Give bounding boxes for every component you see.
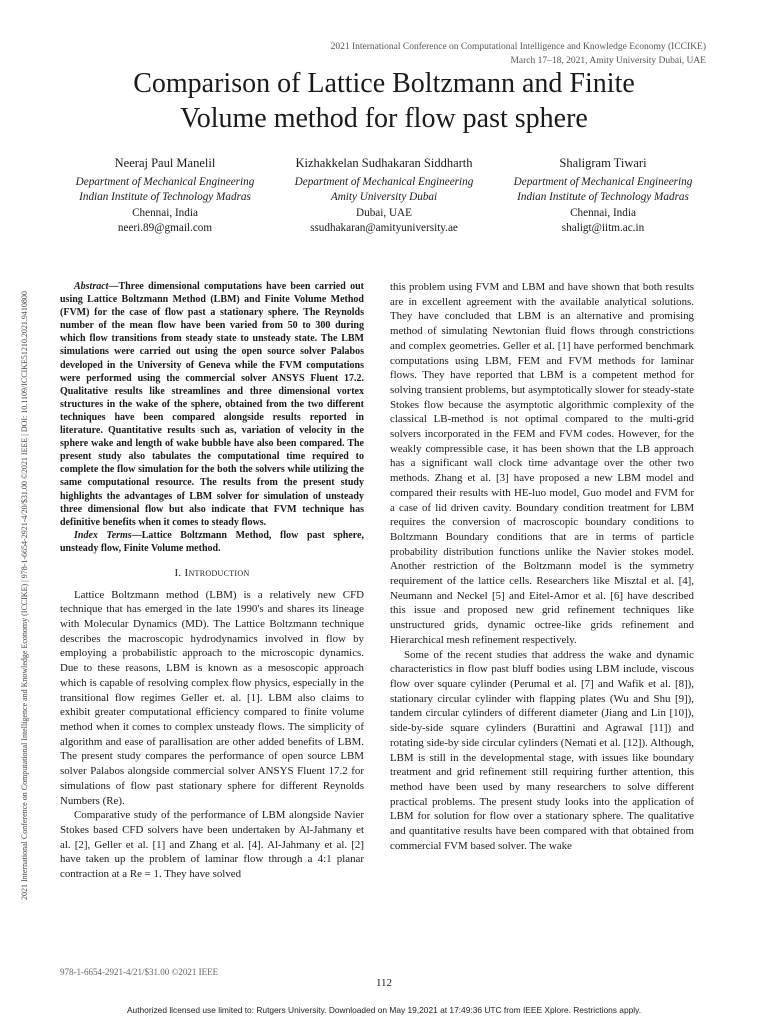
paragraph: Comparative study of the performance of LBM alongside Navier Stokes based CFD solvers have been undertaken by Al-Jahmany et al. [2], Geller et al. [1] and Zhang et al. [4]. Al-Jahmany et al. [2] have taken up the problem of laminar flow through a 4:1 planar contraction at a Re = 1. They have solved: [60, 809, 364, 881]
author-city: Chennai, India: [570, 206, 636, 219]
abstract-text: —Three dimensional computations have been carried out using Lattice Boltzmann Method (LBM) and Finite Volume Method (FVM) for the case of flow past a stationary sphere. The Reynolds number of the mean flow have been varied from 50 to 300 during which flow transitions from steady state to unsteady state. The LBM simulations were carried out using the open source solver Palabos developed in the University of Geneva while the FVM computations were performed using the commercial solver ANSYS Fluent 17.2. Qualitative results like streamlines and three dimensional vortex structures in the wake of the sphere, obtained from the two different techniques have been compared alongside results reported in literature. Quantitative results such as, variation of velocity in the sphere wake and length of wake bubble have also been compared. The present study also tabulates the computational time required to complete the flow simulation for the both the solvers while utilizing the same computational resource. The results from the present study highlights the advantages of LBM solver for simulation of unsteady three dimensional flow but also indicate that FVM technique has definitive benefits when it comes to steady flows.: [60, 281, 364, 528]
author-name: Shaligram Tiwari: [559, 156, 647, 170]
paper-title: [60, 66, 708, 136]
author-department: Department of Mechanical Engineering: [513, 175, 693, 188]
index-terms-label: Index Terms: [74, 529, 132, 541]
author-institution: Amity University Dubai: [330, 191, 438, 203]
author-department: Department of Mechanical Engineering: [294, 175, 474, 188]
abstract-label: Abstract: [74, 281, 109, 292]
author-block: [56, 156, 712, 237]
author-email: ssudhakaran@amityuniversity.ae: [310, 222, 458, 234]
author-department: Department of Mechanical Engineering: [75, 175, 255, 188]
page-number: 112: [375, 977, 393, 989]
index-terms-text: —Lattice Boltzmann Method, flow past sphere, unsteady flow, Finite Volume method.: [60, 529, 364, 554]
conference-name: 2021 International Conference on Computational Intelligence and Knowledge Economy (ICCIKE): [330, 42, 706, 52]
conference-header: [331, 40, 706, 68]
author-email: shaligt@iitm.ac.in: [561, 222, 645, 234]
author-city: Chennai, India: [132, 206, 198, 219]
right-column: [390, 280, 694, 853]
title-line-1: Comparison of Lattice Boltzmann and Finite: [133, 68, 635, 99]
author-1: [56, 156, 274, 237]
author-name: Neeraj Paul Manelil: [114, 156, 216, 170]
doi-sidebar-text: 2021 International Conference on Computational Intelligence and Knowledge Economy (ICCIKE) | 978-1-6654-2921-4/20/$31.00 ©2021 IEEE | DOI: 10.1109/ICCIKE51210.2021.9410800: [20, 291, 29, 900]
author-2: [275, 156, 493, 237]
doi-sidebar: [13, 120, 27, 900]
paragraph: this problem using FVM and LBM and have shown that both results are in excellent agreement with the available analytical solutions. They have concluded that LBM is an alternative and promising method of simulating Newtonian fluid flows through constrictions and complex geometries. Geller et al. [1] have performed benchmark computations using LBM, FEM and FVM methods for laminar flows. They have reported that LBM is a competent method for solving transient problems, but asymptotically slower for steady-state Stokes flow because the asymptotic algorithmic complexity of the classical LB-method is not optimal compared to the multi-grid solvers incorporated in the FEM and FVM codes. However, for the weakly compressible case, it has been shown that the LB approach has a significant wall clock time advantage over the other two methods. Zhang et al. [3] have proposed a new LBM model and compared their results with HE-luo model, Guo model and FVM for a case of lid driven cavity. Boundary condition treatment for LBM requires the conversion of macroscopic boundary conditions to Boltzmann Boundary conditions that are in terms of particle probability distribution functions unlike the Navier stokes model. Another restriction of the Boltzmann model is the symmetry requirement of the lattice cells. Researchers like Misztal et al. [4], Neumann and Neckel [5] and Eitel-Amor et al. [6] have described this issue and proposed new grid refinement techniques like unstructured grids, dynamic octree-like grids refinement and Hierarchical mesh refinement respectively.: [390, 281, 694, 646]
author-city: Dubai, UAE: [356, 206, 412, 219]
section-number: I.: [174, 566, 182, 579]
abstract: [60, 280, 364, 529]
index-terms: [60, 529, 364, 555]
paragraph: Lattice Boltzmann method (LBM) is a relatively new CFD technique that has emerged in the late 1990's and shares its lineage with Molecular Dynamics (MD). The Lattice Boltzmann technique describes the macroscopic hydrodynamics involved in flow by employing a probabilistic approach to the microscopic dynamics. Due to these reasons, LBM is known as a mesoscopic approach which is capable of resolving complex flow physics, especially in the transitional flow regimes Geller et. al. [1]. LBM also claims to exhibit greater computational efficiency compared to finite volume method when it comes to complex unsteady flows. The simplicity of algorithm and ease of parallisation are other added benefits of LBM. The present study compares the performance of open source LBM solver Palabos alongside commercial solver ANSYS Fluent 17.2 for simulations of flow past stationary sphere for different Reynolds Numbers (Re).: [60, 588, 364, 807]
section-title: Introduction: [184, 566, 250, 579]
section-heading: [60, 566, 364, 581]
title-line-2: Volume method for flow past sphere: [180, 103, 588, 134]
paragraph: Some of the recent studies that address the wake and dynamic characteristics in flow past bluff bodies using LBM include, viscous flow over square cylinder (Perumal et al. [7] and Wafik et al. [8]), stationary circular cylinder with flapping plates (Wu and Shu [9]), tandem circular cylinders of different diameter (Jiang and Lin [10]), side-by-side square cylinders (Burattini and Agrawal [11]) and rotating side-by side circular cylinders (Nemati et al. [12]). Although, LBM is still in the developmental stage, with issues like boundary treatment and grid refinement still requiring further attention, this method have been used by many researchers to solve different practical problems. The present study looks into the application of LBM for solution for flow over a stationary sphere. The qualitative and quantitative results have been compared with that obtained from commercial FVM based solver. The wake: [390, 648, 694, 852]
author-institution: Indian Institute of Technology Madras: [79, 191, 251, 203]
conference-dates: March 17–18, 2021, Amity University Dubai, UAE: [510, 56, 706, 66]
author-institution: Indian Institute of Technology Madras: [517, 191, 689, 203]
author-name: Kizhakkelan Sudhakaran Siddharth: [295, 156, 473, 170]
author-3: [494, 156, 712, 237]
author-email: neeri.89@gmail.com: [117, 222, 213, 234]
copyright-footer: 978-1-6654-2921-4/21/$31.00 ©2021 IEEE: [60, 967, 219, 977]
license-notice: Authorized licensed use limited to: Rutgers University. Downloaded on May 19,2021 at 17:49:36 UTC from IEEE Xplore. Restrictions apply.: [126, 1005, 642, 1015]
left-column: [60, 280, 364, 882]
